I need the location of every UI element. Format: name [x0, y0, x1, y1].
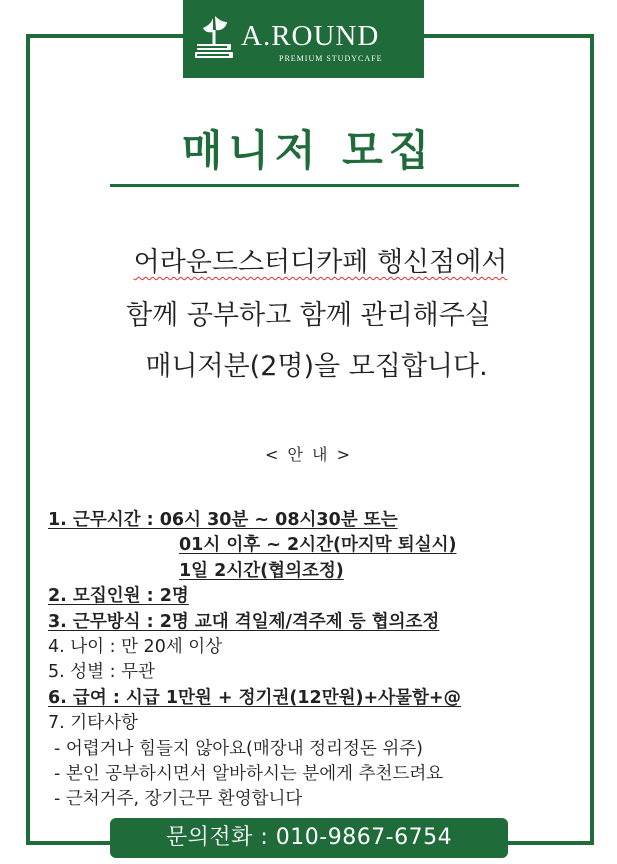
detail-item-pay: [48, 686, 588, 711]
detail-text: 1. 근무시간 : 06시 30분 ~ 08시30분 또는: [48, 510, 398, 530]
intro-line-3: 매니저분(2명)을 모집합니다.: [145, 351, 488, 382]
book-plant-icon: [193, 14, 237, 64]
logo-wordmark: A.ROUND: [241, 20, 380, 52]
detail-item-age: 4. 나이 : 만 20세 이상: [48, 637, 223, 658]
intro-line-1-text: 어라운드스터디카페 행신점에서: [133, 247, 508, 278]
page-title: 매니저 모집: [181, 126, 436, 175]
detail-text: 3. 근무방식 : 2명 교대 격일제/격주제 등 협의조정: [48, 611, 440, 632]
detail-item-work-hours: [48, 508, 588, 533]
detail-item-work-method: [48, 610, 588, 635]
detail-item-work-hours-cont: [48, 533, 588, 558]
contact-phone-banner[interactable]: 문의전화 : 010-9867-6754: [110, 818, 508, 858]
detail-note-3: - 근처거주, 장기근무 환영합니다: [54, 789, 303, 810]
detail-item-headcount: [48, 584, 588, 609]
detail-item-gender: 5. 성별 : 무관: [48, 662, 155, 683]
detail-text: 01시 이후 ~ 2시간(마지막 퇴실시): [179, 535, 457, 556]
detail-item-work-hours-cont: [48, 559, 588, 584]
detail-text: 1일 2시간(협의조정): [179, 560, 344, 581]
guide-heading: < 안 내 >: [265, 445, 352, 464]
logo-subtitle: PREMIUM STUDYCAFE: [279, 54, 383, 63]
detail-item-other: 7. 기타사항: [48, 713, 138, 734]
detail-note-2: [48, 762, 588, 787]
title-divider: [110, 184, 519, 187]
intro-line-1: [12, 240, 617, 279]
detail-text: 6. 급여 : 시급 1만원 + 정기권(12만원)+사물함+@: [48, 687, 462, 708]
intro-line-2: 함께 공부하고 함께 관리해주실: [126, 300, 491, 331]
details-list: [48, 508, 588, 813]
brand-logo: [183, 0, 424, 78]
detail-text: 2. 모집인원 : 2명: [48, 586, 189, 607]
detail-text: - 본인 공부하시면서 알바하시는 분에게 추천드려요: [54, 764, 444, 785]
detail-note-1: - 어렵거나 힘들지 않아요(매장내 정리정돈 위주): [54, 738, 423, 759]
